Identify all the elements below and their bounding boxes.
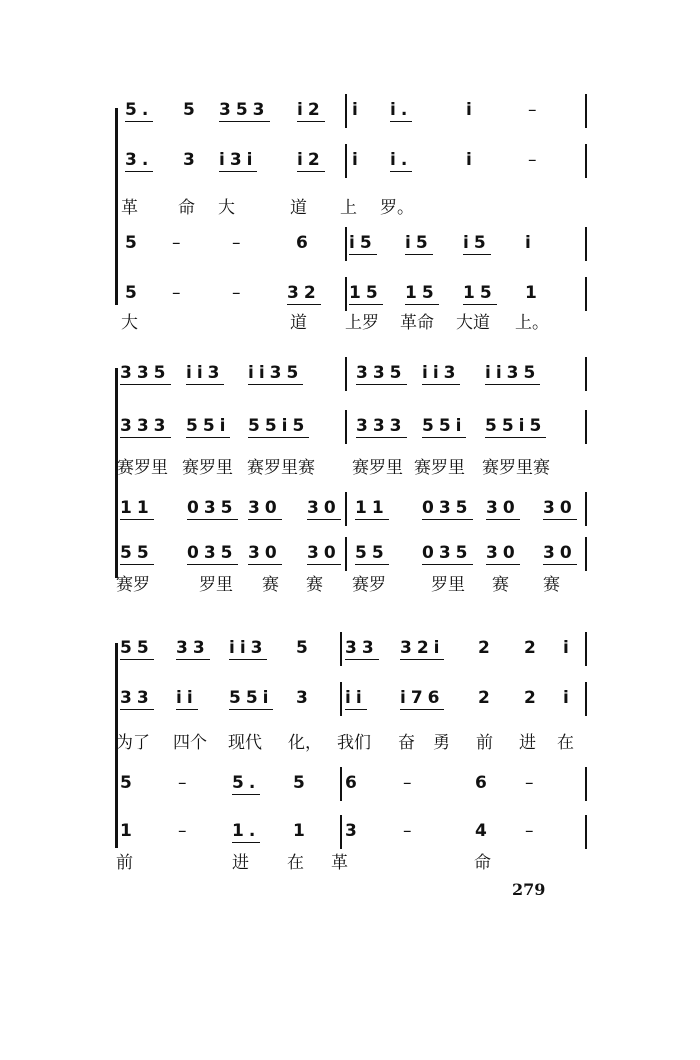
note-group: i — [563, 688, 574, 708]
note-group: 11 — [355, 498, 389, 518]
barline — [585, 144, 587, 178]
note-group: 5. — [125, 100, 154, 120]
note-group: 035 — [422, 543, 473, 563]
barline — [345, 144, 347, 178]
note-group: i76 — [400, 688, 445, 708]
note-group: 30 — [248, 498, 282, 518]
lyric-text: 赛罗 — [352, 575, 386, 595]
barline — [340, 767, 342, 801]
lyric-text: 赛罗 — [116, 575, 150, 595]
note-group: 2 — [478, 638, 495, 658]
lyric-text: 奋 — [398, 733, 415, 753]
barline — [340, 682, 342, 716]
lyric-text: 赛 — [543, 575, 560, 595]
lyric-text: 四个 — [173, 733, 207, 753]
lyric-text: 赛 — [492, 575, 509, 595]
note-group: 333 — [120, 416, 171, 436]
note-group: 5 — [125, 233, 142, 253]
note-group: i — [563, 638, 574, 658]
barline — [345, 410, 347, 444]
note-group: 5 — [120, 773, 137, 793]
note-group: i2 — [297, 150, 325, 170]
sustain-dash: – — [232, 283, 241, 303]
lyric-text: 命 — [474, 853, 491, 873]
lyric-text: 革 — [121, 198, 138, 218]
note-group: 3. — [125, 150, 154, 170]
note-group: 5 — [296, 638, 313, 658]
system-bracket — [115, 108, 118, 305]
barline — [345, 537, 347, 571]
note-group: 335 — [120, 363, 171, 383]
note-group: 30 — [486, 543, 520, 563]
note-group: i — [525, 233, 536, 253]
barline — [585, 632, 587, 666]
note-group: 3 — [183, 150, 200, 170]
lyric-text: 在 — [287, 853, 304, 873]
barline — [345, 492, 347, 526]
sustain-dash: – — [528, 100, 537, 120]
lyric-text: 上 — [340, 198, 357, 218]
lyric-text: 命 — [178, 198, 195, 218]
lyric-text: 罗。 — [380, 198, 414, 218]
lyric-text: 大 — [121, 313, 138, 333]
note-group: 15 — [463, 283, 497, 303]
sustain-dash: – — [403, 773, 412, 793]
barline — [345, 94, 347, 128]
note-group: 5 — [293, 773, 310, 793]
barline — [340, 815, 342, 849]
note-group: 11 — [120, 498, 154, 518]
barline — [585, 492, 587, 526]
note-group: 30 — [307, 543, 341, 563]
note-group: ii3 — [186, 363, 225, 383]
note-group: i2 — [297, 100, 325, 120]
sustain-dash: – — [403, 821, 412, 841]
note-group: i — [352, 150, 363, 170]
note-group: 2 — [524, 638, 541, 658]
lyric-text: 赛罗里赛 — [247, 458, 315, 478]
note-group: i — [352, 100, 363, 120]
note-group: i5 — [349, 233, 377, 253]
barline — [345, 357, 347, 391]
sustain-dash: – — [528, 150, 537, 170]
note-group: 333 — [356, 416, 407, 436]
note-group: 30 — [543, 498, 577, 518]
note-group: 035 — [187, 498, 238, 518]
note-group: i. — [390, 100, 413, 120]
lyric-text: 大 — [218, 198, 235, 218]
note-group: 30 — [248, 543, 282, 563]
barline — [585, 815, 587, 849]
lyric-text: 为了 — [116, 733, 150, 753]
barline — [585, 357, 587, 391]
note-group: 1 — [525, 283, 542, 303]
lyric-text: 赛罗里赛 — [482, 458, 550, 478]
sustain-dash: – — [178, 773, 187, 793]
lyric-text: 化， — [288, 733, 322, 753]
barline — [345, 227, 347, 261]
lyric-text: 现代 — [228, 733, 262, 753]
lyric-text: 赛罗里 — [352, 458, 403, 478]
note-group: 30 — [486, 498, 520, 518]
note-group: 33 — [120, 688, 154, 708]
note-group: 30 — [307, 498, 341, 518]
lyric-text: 在 — [557, 733, 574, 753]
note-group: ii — [345, 688, 367, 708]
note-group: 353 — [219, 100, 270, 120]
note-group: 1. — [232, 821, 261, 841]
note-group: ii35 — [248, 363, 304, 383]
note-group: i3i — [219, 150, 258, 170]
note-group: ii3 — [422, 363, 461, 383]
note-group: 55i — [422, 416, 467, 436]
barline — [340, 632, 342, 666]
lyric-text: 赛罗里 — [117, 458, 168, 478]
lyric-text: 罗里 — [431, 575, 465, 595]
note-group: 15 — [349, 283, 383, 303]
sustain-dash: – — [172, 233, 181, 253]
note-group: 32i — [400, 638, 445, 658]
note-group: 1 — [293, 821, 310, 841]
note-group: 335 — [356, 363, 407, 383]
barline — [585, 227, 587, 261]
note-group: 55 — [120, 543, 154, 563]
barline — [345, 277, 347, 311]
note-group: 5. — [232, 773, 261, 793]
barline — [585, 94, 587, 128]
sustain-dash: – — [525, 773, 534, 793]
page-number: 279 — [512, 880, 546, 899]
lyric-text: 革 — [331, 853, 348, 873]
note-group: ii — [176, 688, 198, 708]
lyric-text: 道 — [290, 198, 307, 218]
barline — [585, 277, 587, 311]
note-group: 15 — [405, 283, 439, 303]
lyric-text: 进 — [519, 733, 536, 753]
note-group: 32 — [287, 283, 321, 303]
note-group: i — [466, 150, 477, 170]
note-group: 2 — [524, 688, 541, 708]
lyric-text: 罗里 — [199, 575, 233, 595]
note-group: i5 — [405, 233, 433, 253]
note-group: 55i5 — [248, 416, 310, 436]
note-group: 5 — [183, 100, 200, 120]
note-group: 33 — [345, 638, 379, 658]
lyric-text: 我们 — [337, 733, 371, 753]
barline — [585, 537, 587, 571]
note-group: 2 — [478, 688, 495, 708]
note-group: 5 — [125, 283, 142, 303]
lyric-text: 赛 — [306, 575, 323, 595]
lyric-text: 大道 — [456, 313, 490, 333]
lyric-text: 赛罗里 — [182, 458, 233, 478]
barline — [585, 767, 587, 801]
sustain-dash: – — [178, 821, 187, 841]
note-group: 3 — [296, 688, 313, 708]
note-group: 3 — [345, 821, 362, 841]
note-group: 55 — [120, 638, 154, 658]
barline — [585, 410, 587, 444]
lyric-text: 道 — [290, 313, 307, 333]
note-group: 55 — [355, 543, 389, 563]
note-group: ii3 — [229, 638, 268, 658]
note-group: 6 — [345, 773, 362, 793]
note-group: i — [466, 100, 477, 120]
note-group: 4 — [475, 821, 492, 841]
note-group: 30 — [543, 543, 577, 563]
note-group: 55i5 — [485, 416, 547, 436]
lyric-text: 前 — [476, 733, 493, 753]
lyric-text: 前 — [116, 853, 133, 873]
sustain-dash: – — [172, 283, 181, 303]
sustain-dash: – — [232, 233, 241, 253]
lyric-text: 勇 — [433, 733, 450, 753]
note-group: ii35 — [485, 363, 541, 383]
lyric-text: 进 — [232, 853, 249, 873]
lyric-text: 上罗 — [345, 313, 379, 333]
note-group: 6 — [296, 233, 313, 253]
note-group: 55i — [186, 416, 231, 436]
note-group: i5 — [463, 233, 491, 253]
note-group: 6 — [475, 773, 492, 793]
sustain-dash: – — [525, 821, 534, 841]
lyric-text: 革命 — [400, 313, 434, 333]
note-group: 1 — [120, 821, 137, 841]
barline — [585, 682, 587, 716]
note-group: 33 — [176, 638, 210, 658]
lyric-text: 上。 — [515, 313, 549, 333]
note-group: 035 — [187, 543, 238, 563]
lyric-text: 赛罗里 — [414, 458, 465, 478]
note-group: 55i — [229, 688, 274, 708]
lyric-text: 赛 — [262, 575, 279, 595]
note-group: 035 — [422, 498, 473, 518]
note-group: i. — [390, 150, 413, 170]
